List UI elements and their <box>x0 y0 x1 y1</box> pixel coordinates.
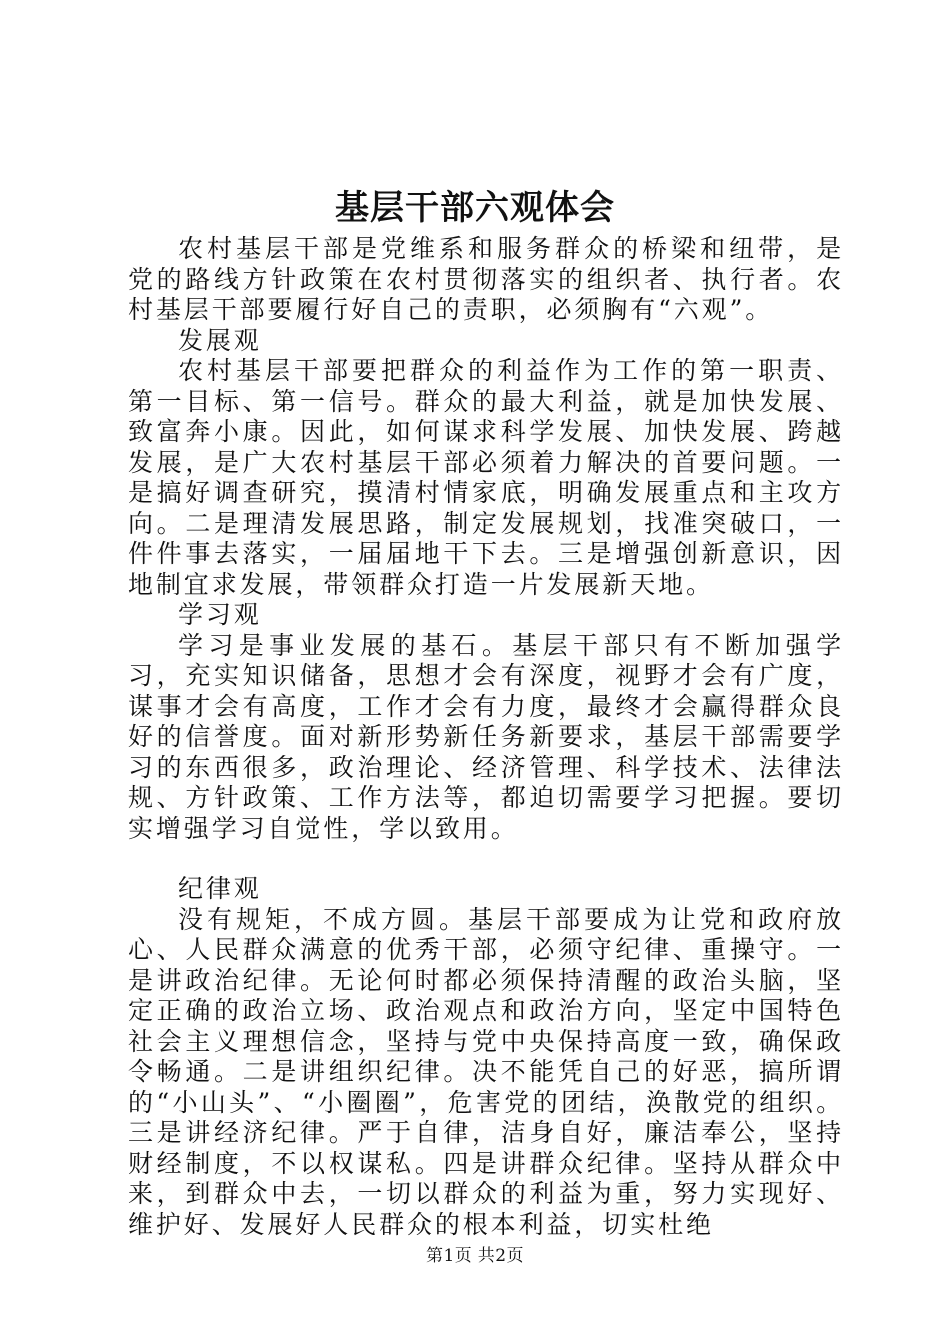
section-heading-study: 学习观 <box>178 600 262 629</box>
page-total: 共2页 <box>477 1246 525 1266</box>
section-heading-discipline: 纪律观 <box>178 874 262 903</box>
document-body <box>128 234 844 1240</box>
page-number: 第1页 <box>425 1246 473 1266</box>
document-title: 基层干部六观体会 <box>335 188 615 228</box>
page-footer <box>0 1244 950 1268</box>
section-heading-development: 发展观 <box>178 325 262 355</box>
discipline-paragraph: 没有规矩，不成方圆。基层干部要成为让党和政府放心、人民群众满意的优秀干部，必须守纪律、重操守。一是讲政治纪律。无论何时都必须保持清醒的政治头脑，坚定正确的政治立场、政治观点和政治方向，坚定中国特色社会主义理想信念，坚持与党中央保持高度一致，确保政令畅通。二是讲组织纪律。决不能凭自己的好恶，搞所谓的“小山头”、“小圈圈”，危害党的团结，涣散党的组织。三是讲经济纪律。严于自律，洁身自好，廉洁奉公，坚持财经制度，不以权谋私。四是讲群众纪律。坚持从群众中来，到群众中去，一切以群众的利益为重，努力实现好、维护好、发展好人民群众的根本利益，切实杜绝 <box>128 904 844 1239</box>
intro-paragraph: 农村基层干部是党维系和服务群众的桥梁和纽带，是党的路线方针政策在农村贯彻落实的组织者、执行者。农村基层干部要履行好自己的责职，必须胸有“六观”。 <box>128 234 844 324</box>
study-paragraph: 学习是事业发展的基石。基层干部只有不断加强学习，充实知识储备，思想才会有深度，视野才会有广度，谋事才会有高度，工作才会有力度，最终才会赢得群众良好的信誉度。面对新形势新任务新要求，基层干部需要学习的东西很多，政治理论、经济管理、科学技术、法律法规、方针政策、工作方法等，都迫切需要学习把握。要切实增强学习自觉性，学以致用。 <box>128 630 844 843</box>
development-paragraph: 农村基层干部要把群众的利益作为工作的第一职责、第一目标、第一信号。群众的最大利益，就是加快发展、致富奔小康。因此，如何谋求科学发展、加快发展、跨越发展，是广大农村基层干部必须着力解决的首要问题。一是搞好调查研究，摸清村情家底，明确发展重点和主攻方向。二是理清发展思路，制定发展规划，找准突破口，一件件事去落实，一届届地干下去。三是增强创新意识，因地制宜求发展，带领群众打造一片发展新天地。 <box>128 356 844 599</box>
